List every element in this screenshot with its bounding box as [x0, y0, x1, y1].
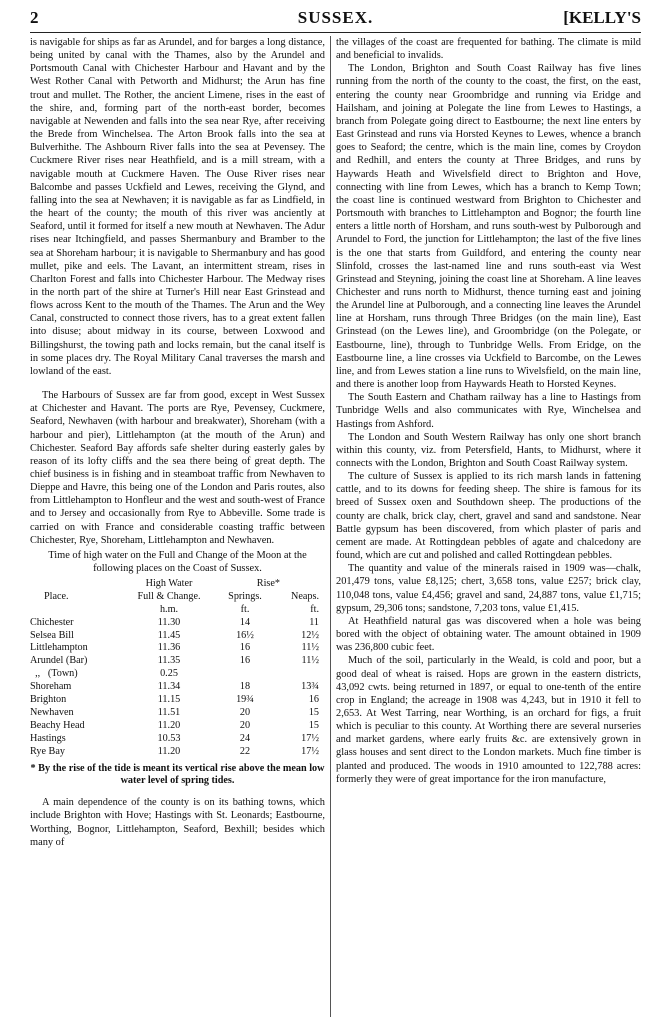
- tide-table-head-row: [30, 591, 325, 604]
- tide-place-cell: Shoreham: [30, 681, 72, 693]
- tide-unit-cell: h.m.: [159, 603, 179, 615]
- tide-value-cell: 15: [308, 707, 319, 718]
- tide-unit-cell: ft.: [310, 603, 319, 615]
- tide-row: [30, 630, 325, 643]
- tide-place-cell: Rye Bay: [30, 745, 65, 757]
- page-number: 2: [30, 8, 39, 27]
- tide-value-cell: 24: [239, 732, 251, 744]
- tide-value-cell: 20: [239, 707, 251, 718]
- running-header: [30, 8, 641, 30]
- tide-value-cell: 22: [239, 745, 251, 757]
- tide-value-cell: 11.35: [157, 655, 181, 667]
- tide-place-cell: Brighton: [30, 694, 67, 706]
- tide-head-cell: [30, 578, 128, 591]
- tide-value-cell: 11.34: [157, 681, 181, 693]
- tide-table: [30, 578, 325, 759]
- tide-value-cell: 11.30: [157, 616, 181, 628]
- paragraph-climate: the villages of the coast are frequented for bathing. The climate is mild and beneficial to invalids.: [336, 37, 641, 62]
- tide-row: [30, 617, 325, 630]
- tide-value-cell: 20: [239, 719, 251, 731]
- paragraph-soil: Much of the soil, particularly in the Weald, is cold and poor, but a good deal of wheat is raised. Hops are grown in the eastern districts, 43,092 cwts. being returned in 1897, or equal to one-tenth of the entire crop in England; the acreage in 1908 was 4,243, but in 1910 it fell to 2,653. At West Tarring, near Worthing, is an orchard for figs, a fruit which is peculiar to this county. At Worthing there are several nurseries and market gardens, where early fruits &c. are extensively grown in glass houses and sent direct to the London markets. Much fine timber is planted and produced. The woods in 1910 amounted to 122,788 acres: formerly they were of great importance for the iron manufacture,: [336, 655, 641, 785]
- tide-value-cell: 12½: [301, 629, 319, 641]
- tide-value-cell: 15: [308, 719, 319, 731]
- publisher-mark: [KELLY'S: [563, 8, 641, 27]
- paragraph-sec-railway: The South Eastern and Chatham railway has a line to Hastings from Tunbridge Wells and also communicates with Rye, Winchelsea and Hastings from Ashford.: [336, 392, 641, 430]
- tide-value-cell: 18: [239, 681, 251, 693]
- paragraph-culture: The culture of Sussex is applied to its rich marsh lands in fattening cattle, and to its downs for feeding sheep. The shire is famous for its breed of Sussex oxen and Southdown sheep. The productions of the county are chalk, brick clay, chert, gravel and sand and sandstone. Near Battle gypsum has been discovered, from which plaster of paris and cement are made. At Rottingdean pebbles of agate and chalcedony are found, which are cut and polished and called Rottingdean pebbles.: [336, 471, 641, 562]
- tide-value-cell: 11.51: [157, 707, 181, 718]
- tide-head-cell: Full & Change.: [137, 590, 201, 602]
- paragraph-harbours: The Harbours of Sussex are far from good, except in West Sussex at Chichester and Havant. The ports are Rye, Pevensey, Cuckmere, Seaford, Newhaven (with harbour and breakwater), Shoreham (with a harbour and pier), Littlehampton (at the mouth of the Arun) and Chichester. Seaford Bay affords safe shelter during easterly gales by reason of its lofty cliffs and the sea there being of great depth. The chief business is in fishing and in steamboat traffic from Newhaven to Dieppe and Havre, this being one of the London and Paris routes, also from Littlehampton to Honfleur and the west and south-west of France and to Jersey and occasionally from Rye to Abbeville. Some trade is carried on with France and considerable coasting traffic between Chichester, Rye, Shoreham, Littlehampton and Newhaven.: [30, 390, 325, 546]
- tide-unit-cell: ft.: [240, 603, 250, 615]
- tide-row: [30, 694, 325, 707]
- tide-value-cell: 19¾: [236, 694, 254, 706]
- header-rule: [30, 32, 641, 33]
- tide-value-cell: 11.45: [157, 629, 181, 641]
- tide-place-cell: Littlehampton: [30, 642, 88, 654]
- tide-place-cell: Chichester: [30, 616, 74, 628]
- tide-head-cell: Neaps.: [290, 590, 319, 602]
- tide-row: [30, 642, 325, 655]
- tide-value-cell: 16: [239, 655, 251, 667]
- left-column: [30, 36, 325, 849]
- tide-value-cell: 17½: [301, 732, 319, 744]
- tide-value-cell: [210, 668, 280, 681]
- paragraph-rivers: is navigable for ships as far as Arundel, and for barges a long distance, being united by canal with the Thames, also by the Arundel and Portsmouth Canal with Chichester Harbour and Havant and by the West Rother Canal with Petworth and Midhurst; the Arun has fine trout and mullet. The Rother, the ancient Limene, rises in the east of the shire, and, forming part of the north-east border, becomes navigable at Newenden and falls into the sea near Rye, after receiving the Brede from Winchelsea. The Arton Brook falls into the sea at Bulverhithe. The Ashbourn River falls into the sea at Pevensey. The Cuckmere River rises near Heathfield, and is a mill stream, with a navigable mouth at Cuckmere Haven. The Ouse River rises near Balcombe and passes Uckfield and Lewes, receiving the Glynd, and falling into the sea at Newhaven; it is navigable as far as Lindfield, in the heart of the county; the mouth of this river was anciently at Seaford, until it formed for itself a new mouth at Newhaven. The Adur rises near Itchingfield, and passes Shermanbury and Bramber to the sea at Shoreham harbour; it is navigable to Shermanbury and has good mullet, pike and eels. The Lavant, an intermittent stream, rises in Charlton Forest and falls into Chichester Harbour. The Medway rises in the north part of the shire at Turner's Hill near East Grinstead and flows across Kent to the mouth of the Thames. The Arun and the Wey Canal, constructed to connect those rivers, has to a great extent fallen into disuse; about midway in its course, between Loxwood and Billingshurst, the towing path and locks remain, but the canal itself is in some places dry. The Royal Military Canal traverses the marsh and lowland of the east.: [30, 37, 325, 377]
- right-column: [336, 36, 641, 786]
- tide-place-cell: Arundel (Bar): [30, 655, 88, 667]
- tide-value-cell: 16½: [236, 629, 254, 641]
- tide-value-cell: 0.25: [160, 668, 178, 680]
- tide-row: [30, 746, 325, 759]
- page-title: SUSSEX.: [297, 8, 374, 27]
- paragraph-bathing-towns: A main dependence of the county is on its bathing towns, which include Brighton with Hove; Hastings with St. Leonards; Eastbourne, Worthing, Bognor, Littlehampton, Seaford, Bexhill; besides which many of: [30, 797, 325, 848]
- tide-row: [30, 668, 325, 681]
- column-divider: [330, 36, 331, 1017]
- tide-value-cell: 11.36: [157, 642, 181, 654]
- tide-row: [30, 720, 325, 733]
- paragraph-lbscr-railway: The London, Brighton and South Coast Railway has five lines running from the north of the county to the coast, the first, on the east, entering the county near Groombridge and running via Eridge and Hailsham, and joining at Polegate the line from Lewes to Hastings, a branch from Polegate going direct to Eastbourne; the next line enters by East Grinstead and runs via Horsted Keynes to Lewes, whence a branch goes to Seaford; the centre, which is the main line, comes by Croydon and Redhill, and enters the county at Three Bridges, and runs by Haywards Heath and Wivelsfield direct to Brighton and Hove, connecting with line from Lewes, which has a branch to Kemp Town; the coast line is continued westward from Brighton to Chichester and Portsmouth with branches to Littlehampton and Bognor; the fourth line enters a little north of Horsham, and runs south-west by Pulborough and Arundel to Ford, the junction for Littlehampton; the last of the five lines is the one that starts from Guildford, and entering the county near Slinfold, crosses the last-named line and runs south-east via West Grinstead and Steyning, joining the coast line at Shoreham. A line leaves Chichester and runs north to Midhurst, thence turning east and joining the Arundel line at Pulborough, and a connecting line leaves the Arundel line at Horsham, runs through Three Bridges (on the main line), East Grinstead (on the Lewes line), and Groombridge (on the Polegate, or Eastbourne, line), through to Tunbridge Wells. From Eridge, on the Eastbourne line, a line crosses via Uckfield to Barcombe, on the Lewes line, and from Lewes station a line runs to Wivelsfield, on the main line, and there is another loop from Haywards Heath to Horsted Keynes.: [336, 63, 641, 391]
- tide-value-cell: 11: [309, 616, 319, 628]
- tide-table-units-row: [30, 604, 325, 617]
- tide-head-cell: Rise*: [256, 577, 280, 589]
- tide-head-cell: High Water: [145, 577, 193, 589]
- tide-row: [30, 707, 325, 720]
- paragraph-minerals: The quantity and value of the minerals raised in 1909 was—chalk, 201,479 tons, value £8,125; chert, 3,658 tons, value £257; brick clay, 110,048 tons, value £4,456; gravel and sand, 24,887 tons, value £1,715; gypsum, 29,306 tons; sandstone, 7,203 tons, value £1,415.: [336, 563, 641, 614]
- tide-head-cell: Springs.: [228, 590, 262, 602]
- tide-table-body: [30, 617, 325, 759]
- tide-footnote: * By the rise of the tide is meant its vertical rise above the mean low water level of spring tides.: [30, 762, 325, 787]
- tide-value-cell: 14: [239, 616, 251, 628]
- tide-value-cell: 17½: [301, 745, 319, 757]
- tide-value-cell: 11.20: [157, 745, 181, 757]
- tide-value-cell: 16: [239, 642, 251, 654]
- tide-value-cell: 11½: [301, 642, 319, 654]
- tide-head-cell: Place.: [44, 590, 69, 602]
- tide-value-cell: 11.20: [157, 719, 181, 731]
- tide-place-cell: Selsea Bill: [30, 629, 74, 641]
- tide-place-cell: Hastings: [30, 732, 66, 744]
- tide-value-cell: 13¾: [301, 681, 319, 693]
- tide-value-cell: 11.15: [157, 694, 181, 706]
- tide-place-cell: Beachy Head: [30, 719, 85, 731]
- tide-head-cell: [280, 578, 325, 591]
- tide-unit-cell: [30, 604, 128, 617]
- paragraph-lswr-railway: The London and South Western Railway has only one short branch within this county, viz. from Petersfield, Hants, to Midhurst, where it connects with the London, Brighton and South Coast Railway system.: [336, 431, 641, 469]
- tide-row: [30, 681, 325, 694]
- tide-row: [30, 655, 325, 668]
- tide-place-cell: Newhaven: [30, 707, 74, 718]
- tide-value-cell: 10.53: [157, 732, 181, 744]
- tide-table-head-row: [30, 578, 325, 591]
- tide-value-cell: 11½: [301, 655, 319, 667]
- tide-place-cell: ,, (Town): [30, 668, 78, 680]
- paragraph-natural-gas: At Heathfield natural gas was discovered when a hole was being bored with the object of obtaining water. The amount obtained in 1909 was 236,800 cubic feet.: [336, 615, 641, 654]
- tide-row: [30, 733, 325, 746]
- tide-table-caption: Time of high water on the Full and Change of the Moon at the following places on the Coast of Sussex.: [48, 549, 307, 574]
- tide-value-cell: 16: [308, 694, 319, 706]
- tide-value-cell: [280, 668, 325, 681]
